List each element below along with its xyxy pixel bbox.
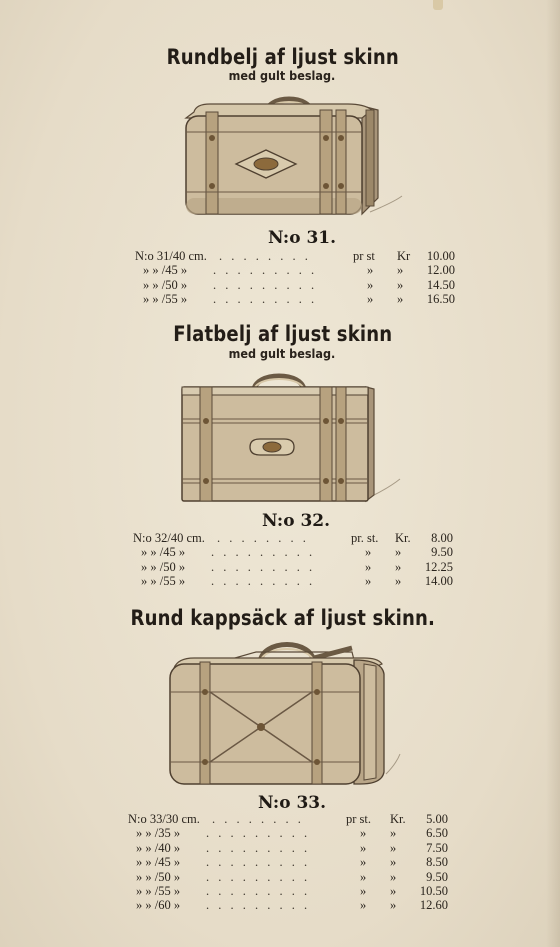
price-row-currency: » (397, 292, 404, 307)
section-3-price-list (128, 812, 448, 913)
suitcase-31-illustration (180, 88, 410, 220)
price-row-currency: Kr (397, 249, 411, 263)
price-row-currency: » (390, 898, 397, 913)
suitcase-32-illustration (176, 367, 406, 507)
price-row-unit: pr. st. (351, 531, 379, 545)
price-row-unit: » (365, 559, 372, 574)
price-row (135, 278, 455, 292)
price-row (135, 249, 455, 263)
price-row-unit: » (367, 263, 374, 278)
price-row-unit: pr st. (346, 812, 371, 826)
price-row (128, 898, 448, 912)
price-row-unit: » (360, 840, 367, 855)
price-row-size: » » /55 » (136, 883, 181, 898)
price-row-amount: 12.25 (424, 559, 453, 574)
price-row-size: » » /50 » (143, 277, 188, 292)
section-1-price-list (135, 249, 455, 307)
section-3-model-number: N:o 33. (258, 793, 327, 813)
price-row-amount: 9.50 (426, 869, 448, 884)
price-row-size: » » /50 » (141, 559, 186, 574)
price-row-unit: pr st (353, 249, 375, 263)
price-row-amount: 16.50 (426, 292, 455, 307)
suitcase-33-illustration (164, 634, 404, 790)
price-row-currency: » (395, 559, 402, 574)
section-2-title: Flatbelj af ljust skinn (173, 322, 393, 346)
price-row-currency: Kr. (390, 812, 406, 826)
price-row-unit: » (360, 883, 367, 898)
price-row (128, 870, 448, 884)
page-tab (433, 0, 443, 10)
price-row (135, 263, 455, 277)
price-row-leader-dots: . . . . . . . . . (206, 855, 311, 870)
price-row (128, 826, 448, 840)
section-1-model-number: N:o 31. (268, 228, 337, 248)
price-row (128, 841, 448, 855)
price-row-unit: » (360, 826, 367, 841)
price-row-leader-dots: . . . . . . . . (212, 812, 304, 826)
price-row-leader-dots: . . . . . . . . (219, 249, 311, 263)
price-row (133, 560, 453, 574)
section-2-subtitle: med gult beslag. (228, 346, 336, 361)
price-row-leader-dots: . . . . . . . . . (211, 574, 316, 589)
price-row-amount: 5.00 (426, 812, 448, 826)
price-row-currency: Kr. (395, 531, 411, 545)
price-row-size: » » /45 » (143, 263, 188, 278)
price-row-leader-dots: . . . . . . . . . (206, 840, 311, 855)
price-row-amount: 8.50 (426, 855, 448, 870)
price-row-unit: » (365, 545, 372, 560)
price-row-leader-dots: . . . . . . . . . (213, 292, 318, 307)
price-row-size: » » /45 » (136, 855, 181, 870)
price-row-unit: » (360, 898, 367, 913)
price-row-size: N:o 33/30 cm. (128, 812, 200, 826)
price-row-amount: 9.50 (431, 545, 453, 560)
price-row-currency: » (390, 869, 397, 884)
price-row-amount: 10.50 (419, 883, 448, 898)
price-row-currency: » (395, 574, 402, 589)
price-row-size: » » /55 » (141, 574, 186, 589)
price-row-unit: » (367, 292, 374, 307)
price-row-currency: » (395, 545, 402, 560)
price-row-amount: 12.00 (426, 263, 455, 278)
price-row-amount: 7.50 (426, 840, 448, 855)
section-3-title: Rund kappsäck af ljust skinn. (130, 606, 436, 630)
section-1-title: Rundbelj af ljust skinn (166, 45, 399, 69)
price-row-unit: » (360, 869, 367, 884)
price-row-leader-dots: . . . . . . . . . (206, 883, 311, 898)
price-row-amount: 14.00 (424, 574, 453, 589)
price-row-size: » » /60 » (136, 898, 181, 913)
price-row-currency: » (397, 263, 404, 278)
price-row-leader-dots: . . . . . . . . . (213, 277, 318, 292)
price-row-amount: 12.60 (419, 898, 448, 913)
section-1-subtitle: med gult beslag. (228, 68, 336, 83)
price-row-leader-dots: . . . . . . . . . (211, 545, 316, 560)
price-row-size: » » /45 » (141, 545, 186, 560)
price-row-size: » » /35 » (136, 826, 181, 841)
price-row-amount: 10.00 (426, 249, 455, 263)
price-row (128, 812, 448, 826)
price-row-currency: » (397, 277, 404, 292)
price-row-leader-dots: . . . . . . . . . (206, 898, 311, 913)
price-row (133, 545, 453, 559)
price-row (128, 884, 448, 898)
price-row-size: » » /40 » (136, 840, 181, 855)
price-row-size: » » /55 » (143, 292, 188, 307)
price-row-leader-dots: . . . . . . . . . (206, 869, 311, 884)
section-2-price-list (133, 531, 453, 589)
price-row-amount: 8.00 (431, 531, 453, 545)
price-row-unit: » (365, 574, 372, 589)
price-row-currency: » (390, 883, 397, 898)
price-row-currency: » (390, 840, 397, 855)
price-row (128, 855, 448, 869)
price-row-currency: » (390, 826, 397, 841)
price-row-leader-dots: . . . . . . . . . (211, 559, 316, 574)
price-row (135, 292, 455, 306)
price-row-amount: 14.50 (426, 277, 455, 292)
price-row-unit: » (367, 277, 374, 292)
price-row-leader-dots: . . . . . . . . . (213, 263, 318, 278)
price-row-currency: » (390, 855, 397, 870)
price-row-size: N:o 32/40 cm. (133, 531, 205, 545)
price-row-leader-dots: . . . . . . . . . (206, 826, 311, 841)
page-edge-shadow (546, 0, 560, 947)
price-row-size: » » /50 » (136, 869, 181, 884)
price-row-leader-dots: . . . . . . . . (217, 531, 309, 545)
price-row (133, 531, 453, 545)
price-row-unit: » (360, 855, 367, 870)
price-row (133, 574, 453, 588)
price-row-size: N:o 31/40 cm. (135, 249, 207, 263)
price-row-amount: 6.50 (426, 826, 448, 841)
section-2-model-number: N:o 32. (262, 511, 331, 531)
